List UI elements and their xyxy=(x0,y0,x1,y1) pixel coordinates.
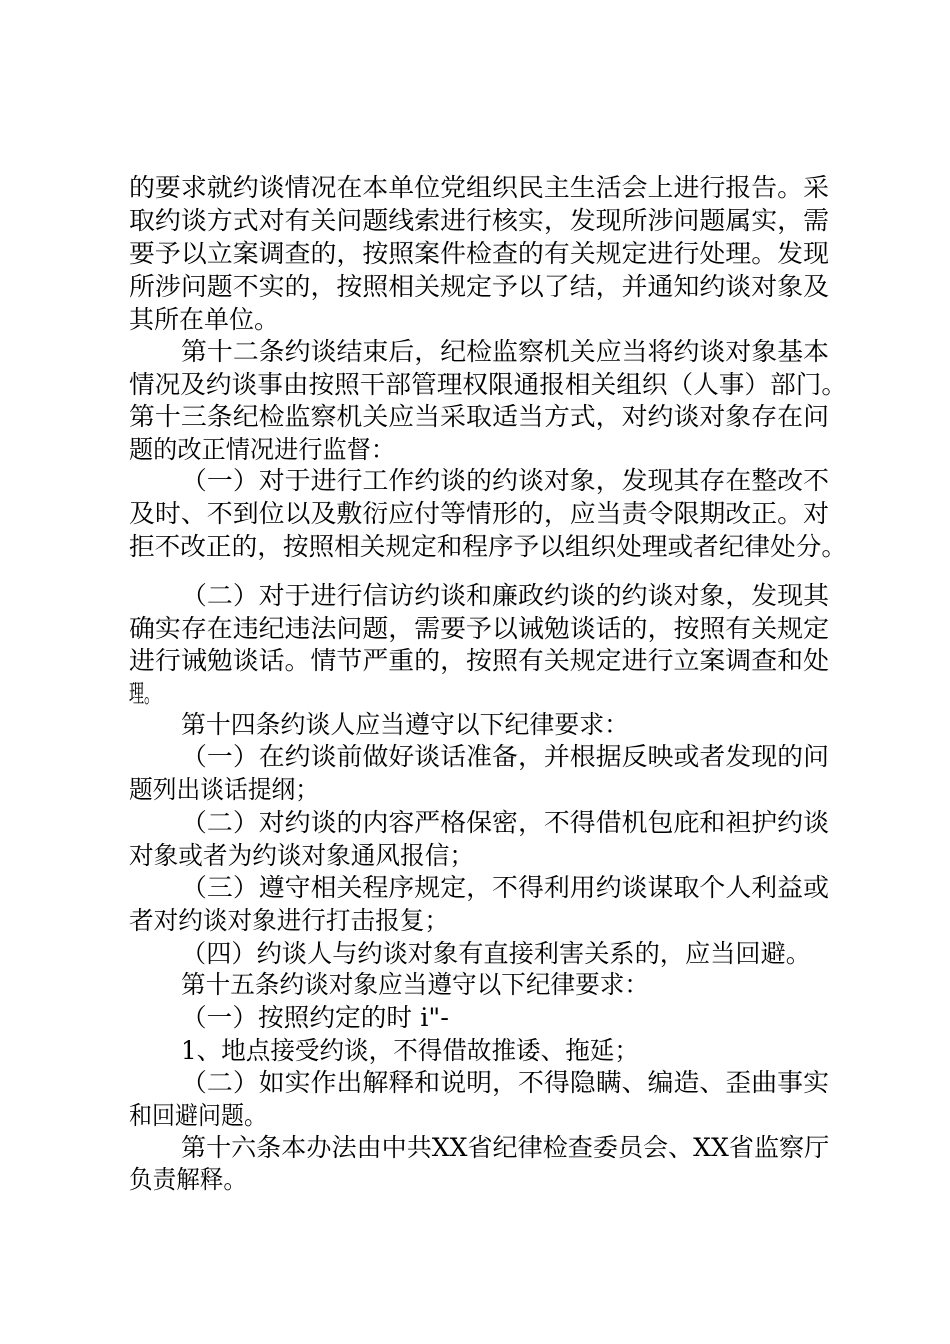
text-line: 第十六条本办法由中共XX省纪律检查委员会、XX省监察厅 xyxy=(181,1133,830,1162)
text-line: 的要求就约谈情况在本单位党组织民主生活会上进行报告。采 xyxy=(129,173,830,202)
text-line: 第十四条约谈人应当遵守以下纪律要求： xyxy=(181,710,630,739)
text-line: （一）按照约定的时 i"- xyxy=(181,1003,449,1032)
text-line: 取约谈方式对有关问题线索进行核实，发现所涉问题属实，需 xyxy=(129,206,830,235)
text-line: 者对约谈对象进行打击报复； xyxy=(129,906,450,935)
text-line: （三）遵守相关程序规定，不得利用约谈谋取个人利益或 xyxy=(181,873,830,902)
text-line: 所涉问题不实的，按照相关规定予以了结，并通知约谈对象及 xyxy=(129,272,830,301)
text-line: 进行诫勉谈话。情节严重的，按照有关规定进行立案调查和处 xyxy=(129,646,830,675)
text-line: 拒不改正的，按照相关规定和程序予以组织处理或者纪律处分。 xyxy=(129,532,848,561)
text-line: 第十二条约谈结束后，纪检监察机关应当将约谈对象基本 xyxy=(181,337,830,366)
text-line: 理。 xyxy=(129,679,160,708)
text-line: 第十五条约谈对象应当遵守以下纪律要求： xyxy=(181,970,650,999)
text-line: （四）约谈人与约谈对象有直接利害关系的，应当回避。 xyxy=(181,939,812,968)
text-line: 负责解释。 xyxy=(129,1165,248,1194)
text-line: 和回避问题。 xyxy=(129,1101,268,1130)
text-line: （二）对约谈的内容严格保密，不得借机包庇和袒护约谈 xyxy=(181,808,830,837)
text-line: 要予以立案调查的，按照案件检查的有关规定进行处理。发现 xyxy=(129,239,830,268)
text-line: 确实存在违纪违法问题，需要予以诫勉谈话的，按照有关规定 xyxy=(129,614,830,643)
text-line: 题的改正情况进行监督： xyxy=(129,435,396,464)
text-line: 情况及约谈事由按照干部管理权限通报相关组织（人事）部门。 xyxy=(129,370,848,399)
text-line: 对象或者为约谈对象通风报信； xyxy=(129,841,475,870)
text-line: （二）如实作出解释和说明，不得隐瞒、编造、歪曲事实 xyxy=(181,1068,830,1097)
text-line: 第十三条纪检监察机关应当采取适当方式，对约谈对象存在问 xyxy=(129,402,830,431)
text-line: 1、地点接受约谈，不得借故推诿、拖延； xyxy=(181,1036,639,1065)
text-line: （一）对于进行工作约谈的约谈对象，发现其存在整改不 xyxy=(181,466,830,495)
text-line: 题列出谈话提纲； xyxy=(129,775,320,804)
text-line: （一）在约谈前做好谈话准备，并根据反映或者发现的问 xyxy=(181,742,830,771)
text-line: 其所在单位。 xyxy=(129,305,280,334)
text-line: 及时、不到位以及敷衍应付等情形的，应当责令限期改正。对 xyxy=(129,499,830,528)
text-line: （二）对于进行信访约谈和廉政约谈的约谈对象，发现其 xyxy=(181,581,830,610)
